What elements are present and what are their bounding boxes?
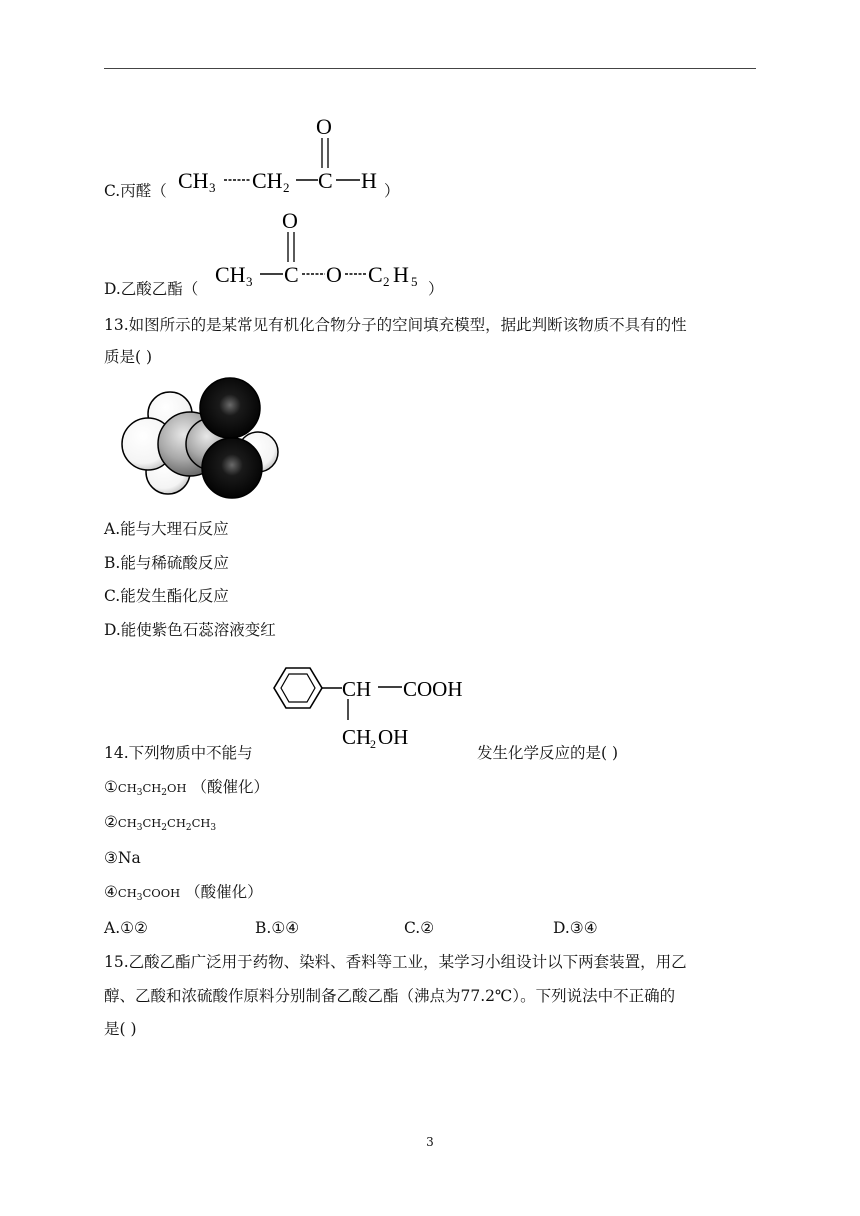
propanal-ch2-sub: 2 <box>283 180 290 195</box>
propanal-h: H <box>361 168 377 193</box>
option-d-close: ） <box>428 280 444 298</box>
q14-option-d: D.③④ <box>553 919 598 937</box>
propanal-formula <box>168 112 398 198</box>
ester-h: H <box>393 262 409 287</box>
item-1-formula: $CH_3CH_2OH$ <box>117 781 187 798</box>
propanal-o: O <box>316 114 332 139</box>
page-number: 3 <box>426 1135 434 1149</box>
q14-option-a: A.①② <box>104 919 148 937</box>
q13-option-b: B.能与稀硫酸反应 <box>104 554 229 572</box>
ester-h-sub: 5 <box>411 274 418 289</box>
ester-ch3-sub: 3 <box>246 274 253 289</box>
option-c-close: ） <box>384 182 400 200</box>
ester-c2-sub: 2 <box>383 274 390 289</box>
q13-stem-line2: 质是( ) <box>104 348 153 366</box>
item-4-num: ④ <box>104 883 118 901</box>
structure-cooh: COOH <box>403 677 463 701</box>
mandelic-like-structure <box>262 656 477 752</box>
item-1-num: ① <box>104 778 118 796</box>
ester-c: C <box>284 262 299 287</box>
header-rule <box>104 68 756 69</box>
q14-option-c: C.② <box>404 919 435 937</box>
ethyl-acetate-formula <box>205 208 435 296</box>
ester-ch3: CH <box>215 262 246 287</box>
structure-ch2oh-oh: OH <box>378 725 409 749</box>
item-4-formula: $CH_3COOH$ <box>117 886 181 903</box>
q13-option-a: A.能与大理石反应 <box>104 520 229 538</box>
item-1-note: （酸催化） <box>191 778 269 796</box>
structure-ch2oh-sub: 2 <box>370 737 376 751</box>
ester-carbonyl-o: O <box>282 208 298 233</box>
ester-c2: C <box>368 262 383 287</box>
q14-item-4 <box>104 882 263 903</box>
item-3-formula: Na <box>117 849 141 867</box>
q15-stem-line2: 醇、乙酸和浓硫酸作原料分别制备乙酸乙酯（沸点为77.2℃）。下列说法中不正确的 <box>104 987 676 1005</box>
item-4-note: （酸催化） <box>185 883 263 901</box>
option-d-label: D.乙酸乙酯（ <box>104 280 199 298</box>
q15-stem-line1: 15.乙酸乙酯广泛用于药物、染料、香料等工业，某学习小组设计以下两套装置，用乙 <box>104 953 687 971</box>
option-c-label: C.丙醛（ <box>104 182 167 200</box>
q14-stem-after: 发生化学反应的是( ) <box>477 744 619 762</box>
item-3-num: ③ <box>104 849 118 867</box>
ester-o: O <box>326 262 342 287</box>
space-filling-model-image <box>112 372 284 502</box>
q14-stem-before: 14.下列物质中不能与 <box>104 744 253 762</box>
q13-option-c: C.能发生酯化反应 <box>104 587 229 605</box>
q15-stem-line3: 是( ) <box>104 1020 137 1038</box>
q13-stem-line1: 13.如图所示的是某常见有机化合物分子的空间填充模型，据此判断该物质不具有的性 <box>104 316 687 334</box>
q13-option-d: D.能使紫色石蕊溶液变红 <box>104 621 276 639</box>
propanal-ch3: CH <box>178 168 209 193</box>
q14-item-2 <box>104 812 216 833</box>
q14-option-b: B.①④ <box>255 919 300 937</box>
structure-ch2oh-ch: CH <box>342 725 372 749</box>
item-2-formula: $CH_3CH_2CH_2CH_3$ <box>117 816 217 833</box>
propanal-ch3-sub: 3 <box>209 180 216 195</box>
propanal-c: C <box>318 168 333 193</box>
item-2-num: ② <box>104 813 118 831</box>
q14-item-1 <box>104 777 269 798</box>
propanal-ch2: CH <box>252 168 283 193</box>
q14-item-3 <box>104 848 141 868</box>
structure-ch: CH <box>342 677 372 701</box>
